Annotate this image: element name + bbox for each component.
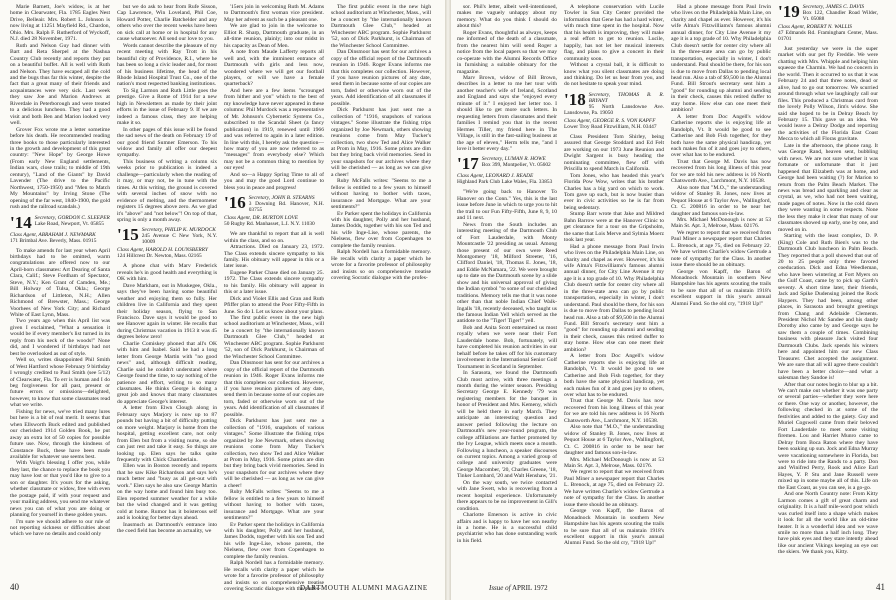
- column-text: [671, 4, 771, 307]
- paragraph: Ralph Nordell has a formidable memory. He recalls with clarity a paper which he wrote for a favorite professor of philosophy and insists so on comprehensive treatise covering Socratic dialogue with the profes-: [224, 560, 324, 593]
- paragraph: Eugene Parker Chase died on January 25. 1972. The Class extends sincere sympathy to his family. His obituary will appear in this or a later issue.: [224, 269, 324, 296]
- paragraph: Ruby McFalls writes: "Seems to me a fellow is entitled to a few years to himself without having to bother with taxes, insurance and Mortgage. What are your sentiments?": [331, 178, 431, 211]
- magazine-title: DARTMOUTH ALUMNI MAGAZINE: [300, 584, 428, 592]
- class-1917-header: [457, 156, 557, 185]
- secretary-address: Box 399, Montpelier, Vt. 05602: [481, 162, 551, 169]
- column-text: [10, 248, 110, 538]
- paragraph: Dick Parkhurst has just sent me a collection of "1916, snapshots of various vintages." Some illustrate the fishing trips organized by Joe Newmark, others showing reunions come from May Tucker's collection, two show Ted and Alice Walker at Prom in May, 1916. Some prints are dim but they bring back vivid memories. Send in your snapshots for our archives where they will be cherished — as long as we can give a cheer!: [331, 107, 431, 178]
- paragraph: Ellen was in Boston recently and reports that he saw Kike Richardson and says he's much better and "busy as all get-out with work." Elen says he also saw George Martin on the way home and found him busy too. Elen reported summer weather for a while but the wind changed and it was getting cold at home. Rumor has it boisterous self and is looking for better days ahead.: [117, 463, 217, 522]
- paragraph: "We're going back to Hanover To Hanover on the Conn." Yes, this is the last issue before June in which to urge you to hit the trail to our Fun Fifty-Fifth, June 8, 9, 10 and 11 next.: [457, 189, 557, 222]
- paragraph: We regret to report that we received from Paul Miner a newspaper report that Charles L. Brenock, at age 75, died on February 22. We have written Charlie's widow Gertrude a note of sympathy for the Class. In another issue there should be an obituary.: [564, 469, 664, 508]
- secretary-name: Secretary, LUMAN R. HOWE: [481, 156, 546, 163]
- paragraph: Just yesterday we were in the super market with our pet fly Freddie. We were chatting with Mrs. Whipple and helping him squeeze the Charmin. We had no concern in the world. Then it occurred to us that it was February 24 and that three notes, dead or alive, had to go out tomorrow. We scurried around through what we laughingly call our files. This produced a Christmas card from the lovely Polly Wilson, Jim's widow. She said she hoped to be in Delray Beach by February 15. This gave us an idea. We would leave a Delray Dodge and reporting the activities of the Florida East Coast Mecca to which all Floras gravitate.: [778, 46, 878, 143]
- paragraph: And here are a few items "scrounged from hither and yon" which to the best of my knowledge have never appeared in these columns: Phil Murdock was a representative of Mr. Johnson's Cybernetic Systems Co., subscribed to the Scandal Sheet (a fancy publication) in 1919, renewed until 1966 and was referred to again in a later edition. In line with this, I hereby ask the question—how many of you are now referred to as "messages" from everybody else? Which may not be a common thing to mention by our eyes!: [224, 87, 324, 172]
- paragraph: Tom Jones, who has headed this year's Florida Pow Wow, writes that his brother Charles has a big yard on which to work. Tom gave up such, but is now busier than ever in civic activities so he is far from being sedentary.: [564, 172, 664, 211]
- secretary-address: Box 122, Chandler Road Wilder, Vt. 05088: [802, 10, 878, 22]
- paragraph: Ralph Nordell has a formidable memory. He recalls with clarity a paper which he wrote for a favorite professor of philosophy and insists so on comprehensive treatise covering Socratic dialogue with the profes-: [331, 249, 431, 282]
- paragraph: Dan Dinsmoor has sent for our archives a copy of the official report of the Dartmouth reunion in 1946. Roger Evans informs me that this completes our collection. However, if you have reunion pictures of any date, send them in because some of our copies are torn, faded or otherwise worn out of the years. Add identification of all classmates if possible.: [224, 360, 324, 418]
- agent-address: Lower Troy Road Fitzwilliam, N.H. 03447: [564, 123, 657, 130]
- agent-address: 171 Brimbal Ave. Beverly, Mass. 01915: [10, 237, 97, 244]
- secretary-name: Secretary, GORDON C. SLEEPER: [34, 214, 110, 221]
- class-year: '19: [778, 2, 800, 21]
- paragraph: The first public event in the new high school auditorium at Winchester, Mass., will be a concert by "the internationally known Dartmouth Glee Club," headed at Winchester ABC program. Sophie Parkhurst '52, son of Dick Parkhurst, is Chairman of the Winchester School Committee.: [224, 315, 324, 360]
- paragraph: Attractions. Died on January 23, 1972. The Class extends sincere sympathy to his family. His obituary will appear in this or a later issue.: [224, 244, 324, 270]
- paragraph: Had a phone message from Paul Irwin who lives on the Philadelphia Main Line, on charity and chapel as ever. However, it's his wife Alma's Fitzwilliams's famous alumni annual dinner, for City Line Avenue it my age it is a top grade of 10. Why Philadelphia Club doesn't settle for center city where all in the three-state area can go by public transportation, especially in winter, I don't understand. Paul should be there, for his son is due to move from Dallas to pending local head run. Also a tab of $9,500 in the Alumni Fund. Bill Strout's secretary sent him a "good" for rounding up alumni and sending in their check, causes this retired duffer to stay home. How else can one meet their ambition?: [564, 243, 664, 353]
- paragraph: A note from Maude Lafferty reports all well and, with the imminent entrance of Dartmouth with girls and less now, wondered where we will get our football players, or will we have a female quarterback?: [224, 49, 324, 88]
- right-column-3: [671, 4, 771, 570]
- page-number: 40: [10, 582, 19, 592]
- secretary-name: Secretary, PHILIP K. MURDOCK: [141, 227, 216, 234]
- paragraph: A letter from Doc Angell's widow Catherine reports she is enjoying life at Randolph, Vt. It would be good to see Catherine and Bob Fish together, for they both have the same physical handicap, yet each makes fun of it and goes joy to others, over what has to be endured.: [671, 113, 771, 159]
- paragraph: Grover Fox wrote me a letter sometime before his death. He recommended reading three books to those particularly interested in the growth and development of this great country: "New Hope" by George Howe (From early New England settlements, Indian wars, close trails; to middle of 19th century), "Land of the Giants" by David Lavender (The drive to the Pacific Northwest, 1750-1950) and "Men to Match My Mountains" by Irving Stone (The opening of the far west, 1840-1900, the gold rush and the railroad scandals.): [10, 126, 110, 211]
- paragraph: Words cannot describe the pleasure of my recent meeting with Ray Trott in his beautiful city of Providence, R.I., where he has been so long a civic leader and, for most of his business lifetime, the head of the Rhode Island Hospital Trust Co., one of the nation's most respected banking institutions.: [117, 42, 217, 88]
- column-text: [457, 4, 557, 544]
- paragraph: A phone chat with Marv Frederick reveals he's in good health and everything is OK with him.: [117, 263, 217, 283]
- paragraph: sor. Phil's letter, albeit well-intentioned, makes me vaguely unhappy about my memory. What do you think I should do about this?: [457, 4, 557, 30]
- class-year: '17: [457, 154, 479, 174]
- secretary-name: Secretary, JOHN B. STEARNS: [248, 195, 315, 202]
- paragraph: On the way south, we twice contacted with Jane Swett, who is recovering from a recent hospital experience. Unfortunately there appears to be no improvement in Gill's condition.: [457, 479, 557, 512]
- paragraph: After that our notes begin to blur up a bit. We can't make out whether it was one party or several parties—whether they were here or there. One way or another, however, the following checked in at some of the festivities and added to the gaiety. Guy and Muriel Cogswell came from their beloved Fort Lauderdale to meet some visiting firemen. Lou and Harriet Munro came to Delray from Boca Raton where they have been soaking up sun. Jock and Edna Murray were vacationing somewhere in Florida, but were to ride into the Rands to a party. Don and Winifred Perry, Rook and Alice Earl Hayes, Y. P. Stu and Jane Russell were mixed up in some maybe all of this. Life on the East Coast, as you can see, is a go-go.: [778, 381, 878, 491]
- class-agent: Class Agent, DR. BURTON LOVE: [224, 215, 299, 222]
- paragraph: Inasmuch as Dartmouth's entrance into the coed field has become an actuality, we: [117, 521, 217, 534]
- paragraph: We regret to report that we received from Paul Miner a newspaper report that Charles L. Brenock, at age 75, died on February 22. We have written Charlie's widow Gertrude a note of sympathy for the Class. In another issue there should be an obituary.: [671, 229, 771, 269]
- paragraph: News from the South includes an interesting meeting of the Dartmouth Club of Fort Lauderdale, with Monty Mountcastle '22 presiding as usual. Among those present of our own were Reed Montgomery '18, Milford Streeter, '16, Clifford Daniel, '18, Thomas E. Jones, '18, and Eddie McNamara, '22. We were brought up to date on the Dartmouth scene by a slide show and his universal approval of giving the Indian symbol "to some of our cherished traditions. Memory tells me that it was none other than that noble Indian Chief Walk-Ingalls '18, recently deceased, who taught us the famous Indian Yell which served as the antidote to the "Tiger! Tiger!" yell.: [457, 221, 557, 325]
- paragraph: And one North Country note: From Kitty Larmon comes a gift of great charm and originality. It is a half mile-word post which was curled itself into a shape which makes it look for all the world like an old-time heater. It is a wonderful idea and we wave smile no more than a half inch long. They have pink eyes and they stare intently ahead like our ancient Vikings keeping an eye out the skiers. We thank you, Kitty.: [778, 491, 878, 556]
- column-text: [224, 231, 324, 592]
- paragraph: Dick Parkhurst has just sent me a collection of "1916, snapshots of various vintages." Some illustrate the fishing trips organized by Joe Newmark, others showing reunions come from May Tucker's collection, two show Ted and Alice Walker at Prom in May, 1916. Some prints are dim but they bring back vivid memories. Send in your snapshots for our archives where they will be cherished — as long as we can give a cheer!: [224, 418, 324, 489]
- secretary-name: Secretary, THOMAS B. R. BRYANT: [588, 91, 664, 104]
- column-text: [117, 4, 217, 534]
- paragraph: Trust that George M. Davis has now recovered from his long illness of this year for we are told his new address is 16 North Chatsworth Ave., Larchmont, N.Y. 10538.: [671, 158, 771, 185]
- paragraph: A letter from Elwn Clough along in February says Marjory is now up to 87 pounds but having a bit of difficulty putting on more weight. Marjory is home from the hospital, getting excellent care, not only from Elen but from a visiting nurse, so she can just rest and take it easy. So things are looking up. Elen says he talks quite frequently with Chick Chamberlain.: [117, 405, 217, 463]
- right-column-2: [564, 4, 664, 570]
- paragraph: Fishing for news, we've tried many lures but here is a bit of real merit. It seems that when Ellsworth Buck edited and published our cherished 1914 Golden Book, he put away an extra lot of 50 copies for possible future use. Now, through the kindness of Constance Buck, these have been made available for whatever use seems best.: [10, 408, 110, 460]
- column-text: [10, 4, 110, 211]
- class-year: '18: [564, 89, 586, 109]
- class-year: '16: [224, 193, 246, 213]
- paragraph: Well so, writes disappointed Phil Smith of West Hartford whose February 9 birthday I wrongly credited to Paul Smith (see 5/12) of Clearwater, Fla. To err is human and I do beg forgiveness for all past, present or future errors or omissions—delighted, however, to know that some classmates read what we write.: [10, 357, 110, 409]
- paragraph: Two years ago when this April list was given I exclaimed, "What a sensation it would be if every member's list turned in its reply from his neck of the woods!" None did, and I wondered if birthdays had not best be overlooked as out of style.: [10, 318, 110, 357]
- issue-prefix: Issue of: [489, 584, 511, 592]
- secretary-address: 95 North Lansdowne Ave. Lansdowne, Pa. 19050: [564, 103, 664, 116]
- paragraph: The first public event in the new high school auditorium at Winchester, Mass., will be a concert by "the internationally known Dartmouth Glee Club," headed at Winchester ABC program. Sophie Parkhurst '52, son of Dick Parkhurst, is Chairman of the Winchester School Committee.: [331, 4, 431, 49]
- class-1919-header: [778, 4, 878, 42]
- paragraph: In other pages of this issue will be found the sad news of the death on February 19 of our good friend Sumner Emerson. To his widow and family all offer our deepest sympathy.: [117, 126, 217, 159]
- class-1918-header: [564, 89, 664, 130]
- paragraph: Dick and Violet Ellis and Gran and Ruth Pfiffer plan to attend the Poor Fifty-Fifth in June. So do I. Let us know about your plans.: [224, 295, 324, 315]
- class-agent: Class Agent, LEONARD J. READE: [457, 173, 534, 180]
- paragraph: Trust that George M. Davis has now recovered from his long illness of this year for we are told his new address is 16 North Chatsworth Ave., Larchmont, N.Y. 10538.: [564, 398, 664, 424]
- left-column-1: [10, 4, 110, 570]
- secretary-name: Secretary, JAMES C. DAVIS: [802, 4, 865, 10]
- paragraph: Also note that "M.O.," the understanding widow of Stanley B. Jones, now lives at Pequot House at 6 Taylor Ave., Wallingford, Ct. C. 200816 in order to be near her daughter and famous son-in-law.: [671, 184, 771, 217]
- paragraph: Marie Barnett, Joe's widow, is at her home in Clearwater, Fla. 1785 Eagles Nest Drive, Belleair. Mrs. Robert L. Johnson is now living at 11251 Mayfield Rd., Chardon, Ohio. Mrs. Ralph F. Rutherford of Wyckoff, N.J. died 28 November, 1971.: [10, 4, 110, 43]
- paragraph: A telephone conservation with Lucile Towler in Sun City Center provided the information that Gene has had a hard winter, with much time spent in the hospital. Now that his health is improving, they will make a real effort to get to reunion. Lucile, happily, has not let her musical interests flag, and plans to give a concert in their community soon.: [564, 4, 664, 62]
- paragraph: Charlotte Emerson is active in civic affairs and is happy to have her son nearby in a home. He is a successful child psychiatrist who has done outstanding work in his field.: [457, 512, 557, 544]
- left-column-3: [224, 4, 324, 593]
- paragraph: With Voigt's blessing I offer you, while they last, the chance to replace the book you may have lost or that you'd like to give to a son or daughter. It's yours for the asking, whether classmate or widow, free with even the postage paid, if with your request and your mailing address, you send me whatever news you can of what you are doing or planning for yourself in these golden years.: [10, 460, 110, 519]
- paragraph: Had a phone message from Paul Irwin who lives on the Philadelphia Main Line, on charity and chapel as ever. However, it's his wife Alma's Fitzwilliams's famous alumni annual dinner, for City Line Avenue it my age it is a top grade of 10. Why Philadelphia Club doesn't settle for center city where all in the three-state area can go by public transportation, especially in winter, I don't understand. Paul should be there, for his son is due to move from Dallas to pending local head run. Also a tab of $9,500 in the Alumni Fund. Bill Strout's secretary sent him a "good" for rounding up alumni and sending in their check, causes this retired duffer to stay home. How else can one meet their ambition?: [671, 4, 771, 114]
- paragraph: Also note that "M.O.," the understanding widow of Stanley B. Jones, now lives at Pequot House at 6 Taylor Ave., Wallingford, Ct. C. 200816 in order to be near her daughter and famous son-in-law.: [564, 424, 664, 457]
- right-column-1: [457, 4, 557, 570]
- right-column-4: [778, 4, 878, 570]
- paragraph: but we do ask to hear from Rufe Sisson, Cap Lawrence, Win Loveland, Phil Coe, Howard Potter, Charlie Batchelder and any others who over the recent weeks have been on sick call at home or in hospital for any cause whatsoever. All send our love to you.: [117, 4, 217, 43]
- paragraph: Late in the afternoon, the phone rang. It was George Rand, heaven sent, bubbling with news. We are not sure whether it was fortunate or unfortunate that it just happened that Elizabeth was at home, and George had been waiting (?) for Marion to return from the Palm Beach Market. The news was bread and sparkling and clear as crystal, as we, who had not been waiting, made pages of notes. Now in the cold dawn they were wanting in some respects. None the less they make it clear that many of our classmates showed up early, one by one, and moved on in.: [778, 142, 878, 233]
- right-page: [451, 0, 896, 600]
- issue-date: APRIL 1972: [511, 584, 548, 592]
- paragraph: Starting with the least complex, D. P. (King) Cole and Ruth Bien's was to the Dartmouth Club luncheon in Palm Beach. They reported that a poll showed that out of 20 to 25 people only three favored coeducation. Dick and Edna Weedleman, who have been wintering at Fort Myers on the Gulf Coast, came by to pick up Garth's seventy. A short time later, their friends, Jack and Spike Dudensing joined the Rock Haypers. They had been, among other places, in Sarasota and brought greetings from Chang and Adelaide Clements. President Nichol Mc Sandee and his dandy Dorothy also came by and George says he saw them a couple of times. Combining business with pleasure Jack visited four Dartmouth Clubs. Jack spends his winters here and appointed him our new Class Treasurer. Chet accepted the assignment. We are sure that all will agree there couldn't have been a better choice—and what a salesman they Sandoe is!: [778, 233, 878, 382]
- paragraph: We are glad to join in the welcome to Elliot R. Sharp, Dartmouth graduate, in an all-time reunion, plainly; into our midst in his capacity as Dean of Men.: [224, 23, 324, 49]
- secretary-address: 245 Avenue C New York, N.Y. 10009: [141, 233, 217, 246]
- class-agent: Class Agent, ROBERT N. WALLIS: [778, 24, 852, 30]
- paragraph: George von Kapff, the Baron of Monadnock Mountain in southern New Hampshire has his agents scouting the trails to be sure that all of us maintain 1918's excellent support in this year's annual Alumni Fund. So the old cry, "1918 Up!": [564, 508, 664, 547]
- agent-address: 124 Hillcrest Dr. Newton, Mass. 02165: [117, 253, 202, 260]
- secretary-address: Lake Road, Newport, Vt. 05855: [34, 220, 104, 227]
- left-page: [0, 0, 445, 600]
- paragraph: Dave Markham, out in Muskegee, Okla., says they've been having some beautiful weather and enjoying them so fully. Her children live in California and they spent their holiday season, flying to San Francisco. Dave says it would be good to see Hanover again in winter. He recalls that during Christmas vacation in 1913 it was 45 degrees below zero!: [117, 282, 217, 341]
- left-column-4-continued: [331, 4, 431, 570]
- issue-label: [489, 584, 548, 592]
- paragraph: Mrs. Michael McDonough is now at 53 Main St. Apt. 3, Melrose, Mass. 02176.: [564, 456, 664, 469]
- paragraph: Ruby McFalls writes: "Seems to me a fellow is entitled to a few years to himself without having to bother with taxes, insurance and Mortgage. What are your sentiments?": [224, 489, 324, 522]
- column-text: [331, 4, 431, 281]
- agent-address: 47 Edmands Rd. Framingham Center, Mass. 01701: [778, 30, 878, 42]
- paragraph: Ruth and Nelson Guy had dinner with Bart and Reta Sherpel at the Nashua Country Club recently and reports they put on a beautiful buffet. All is well with Ruth and Nelson. They have escaped all the cold and the bugs thus far this winter, despite the fact that a great many of their friends and acquaintances were very sick. Last week they saw Joe and Marion Andrews at Riverdale in Peterborough and were treated to a delicious luncheon. They had a good visit and both Ben and Marion looked very well.: [10, 42, 110, 127]
- paragraph: Stump Barr wrote that Jake and Mildred Bahn Barrow were at the Hanover Clinic to get clearance for a tour on the Gripsholm, the same that Lois Merve and Sylmia Moerz took last year.: [564, 211, 664, 244]
- paragraph: To Sig Larmon and Ruth Little goes the prestige. Give a Rome of 1914 for a new high in Newsletters as made by their joint efforts in the issue of February 9. If we are indeed a famous class, they are helping make it so.: [117, 87, 217, 127]
- paragraph: Bob and Anita Scott entertained us most royally when we were near their Fort Lauderdale home. Bob, fortunately, will have completed his reunion activities in our behalf before he takes off for his customary involvement in the International Senior Golf Tournament in Scotland in September.: [457, 324, 557, 370]
- paragraph: Charlie Comiskey phoned that all's OK with him and Isabel. Said he had a long letter from George Martin with "no good news" and, although difficult reading, Charlie said he couldn't understand where George found the time, to say nothing of the patience and effort, writing to so many classmates. He thinks George is doing a great job and knows that many classmates do appreciate George's interest.: [117, 340, 217, 405]
- paragraph: We are thankful to report that all is well within the class, and so on.: [224, 231, 324, 244]
- class-agent: Class Agent, ABRAHAM J. NEWMARK: [10, 231, 96, 238]
- column-text: [778, 46, 878, 556]
- paragraph: In Sarasota, we found the Dartmouth Club most active, with three meetings a month during the winter season. Presiding Secretary George E. Kennedy '79 was registering members for the banquet in honor of President and Mrs. Kemeny, which will be held there in early March. They anticipate an interesting question and answer period following the lecture on Dartmouth's new year-round program, the college affiliations are further promoted by the Ivy League, which meets once a month. Following a luncheon, a speaker discourses on current topics. Among a varied group of college and university graduates were George Macomber, '20, Charles Greene, '18, Tinker Lombard, '20 and Walt Henshaw, '21.: [457, 370, 557, 480]
- class-year: '14: [10, 212, 32, 232]
- paragraph: This business of writing a column six weeks prior to publication is indeed a challenge—particularly when the reading of it may, or may not, be in tune with the times. At this writing, the ground is covered with several inches of snow with no evidence of melting, and the thermometer registers 15 degrees above zero. As we glad it's "above" and "not below"! On top of that, spring is only a month away.: [117, 158, 217, 223]
- class-agent: Class Agent, GEORGE R. S. VON KAPFF: [564, 117, 656, 124]
- class-1915-header: [117, 227, 217, 259]
- class-year: '15: [117, 225, 139, 245]
- column-text: [224, 4, 324, 191]
- paragraph: Marv Brown, widow of Bill Brown, describes in a letter to me her tour with another teacher's wife of Ireland, Scotland and England and says she "enjoyed every minute of it." I enjoyed her letter too. I should like to get more such letters. In requesting letters from classmates and their families I remind you that in the recent Hermes Tiller, my friend here in The Village, is still in the fast-sailing business at the age of eleven," Herm tells me, "and I love it better every day.": [457, 74, 557, 152]
- paragraph: And so—a Happy Spring Time to all of you and may the good Lord continue to bless you in peace and progress!: [224, 171, 324, 191]
- paragraph: A letter from Doc Angell's widow Catherine reports she is enjoying life at Randolph, Vt. It would be good to see Catherine and Bob Fish together, for they both have the same physical handicap, yet each makes fun of it and goes joy to others, over what has to be endured.: [564, 353, 664, 399]
- paragraph: Class President Tom Shirley, being assured that George Stoddard and Ed Felt are working on our 1973 June Reunion and Dwight Sargent is busy heading the nominating committee, flew off with Priscilla to spend March in California.: [564, 133, 664, 173]
- secretary-address: 3 Downing Rd. Hanover, N.H. 03755: [248, 201, 324, 214]
- agent-address: 50 Rugby Rd. Manhasset, L.I. N.Y. 11030: [224, 221, 315, 228]
- paragraph: Roger Evans, thoughtful as always, keeps me informed of the death of a classmate, from the nearest him will send Roger a notice from the local papers so that we may co-operate with the Alumni Records Office in furnishing a suitable obituary for the magazine.: [457, 29, 557, 75]
- column-text: [564, 4, 664, 88]
- paragraph: To make amends for last year when April birthdays had to be omitted, warm congratulations are offered now to our April-born classmates: Art Dearing of Santa Clara, Calif.; Steve Fordham of Spectator, Steve, N.Y.; Ken Grant of Camden, Me.; Bill Holway of Tulsa, Okla.; George Richardson of Littleton, N.H.; Allen Richmond of Brewster, Mass.; George Voorhees of New York City; and Richard White of East Lynn, Mass.: [10, 247, 110, 319]
- class-agent: Class Agent, HAROLD H. LOUNSBERRY: [117, 247, 208, 254]
- paragraph: '15ers join in welcoming Ruth M. Adams to Dartmouth's first woman vice president. May her advent as such be a pleasant one.: [224, 4, 324, 23]
- column-text: [564, 134, 664, 547]
- class-1916-header: [224, 195, 324, 227]
- paragraph: Ev Parker spent the holidays in California with his daughter, Polly and her husband, James Dodds, together with his son Ted and his wife Inge-Lise, whose parents, the Nielsens, flew over from Copenhagen to complete the family reunion.: [331, 210, 431, 249]
- left-column-2: [117, 4, 217, 570]
- paragraph: George von Kapff, the Baron of Monadnock Mountain in southern New Hampshire has his agents scouting the trails to be sure that all of us maintain 1918's excellent support in this year's annual Alumni Fund. So the old cry, "1918 Up!": [671, 268, 771, 307]
- paragraph: I'm sure we should adhere to our rule of not reporting sickness or difficulties about which we have no details and could only: [10, 518, 110, 538]
- paragraph: Mrs. Michael McDonough is now at 53 Main St. Apt. 3, Melrose, Mass. 02176.: [671, 216, 771, 230]
- paragraph: Ev Parker spent the holidays in California with his daughter, Polly and her husband, James Dodds, together with his son Ted and his wife Inge-Lise, whose parents, the Nielsens, flew over from Copenhagen to complete the family reunion.: [224, 521, 324, 560]
- class-1914-header: [10, 212, 110, 244]
- paragraph: Without a crystal ball, it is difficult to know what you silent classmates are doing and thinking. Do let us hear from you, and do not hesitate to speak your mind.: [564, 62, 664, 88]
- page-number: 41: [876, 582, 885, 592]
- agent-address: Highland Park Club Lake Wales, Fla. 33853: [457, 179, 553, 186]
- paragraph: Dan Dinsmoor has sent for our archives a copy of the official report of the Dartmouth reunion in 1946. Roger Evans informs me that this completes our collection. However, if you have reunion pictures of any date, send them in because some of our copies are torn, faded or otherwise worn out of the years. Add identification of all classmates if possible.: [331, 49, 431, 107]
